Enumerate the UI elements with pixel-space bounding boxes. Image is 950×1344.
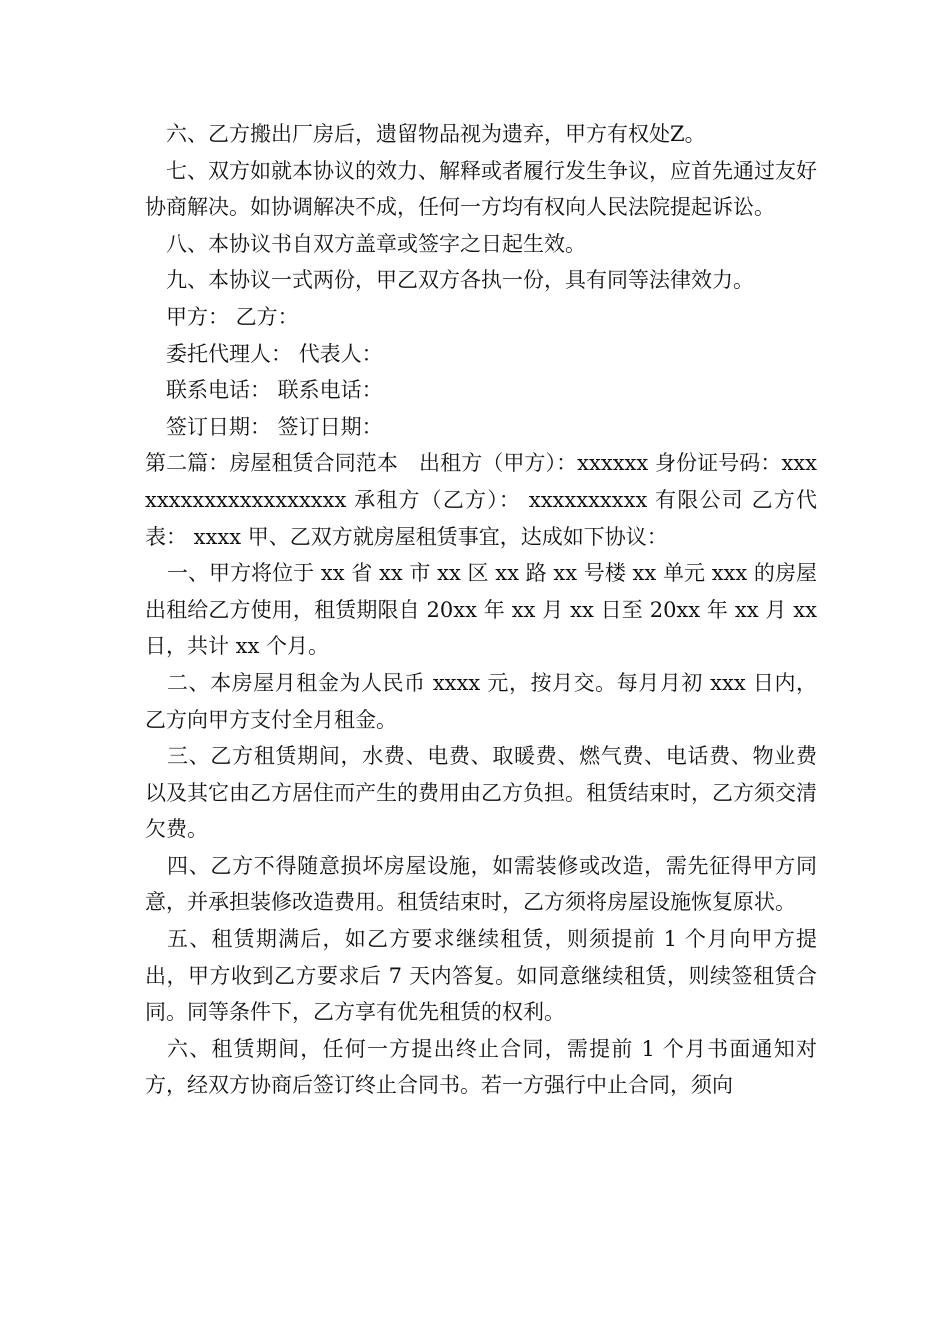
clause-6-removal: 六、乙方搬出厂房后，遗留物品视为遗弃，甲方有权处Z。 (166, 122, 706, 146)
lease-clause-6: 六、租赁期间，任何一方提出终止合同，需提前 1 个月书面通知对方，经双方协商后签订终止合同书。若一方强行中止合同，须向 (145, 1036, 817, 1098)
lease-clause-5: 五、租赁期满后，如乙方要求继续租赁，则须提前 1 个月向甲方提出，甲方收到乙方要求后 7 天内答复。如同意继续租赁，则续签租赁合同。同等条件下，乙方享有优先租赁的权利。 (145, 927, 817, 1025)
signature-parties: 甲方： 乙方： (166, 304, 299, 329)
lease-clause-4: 四、乙方不得随意损坏房屋设施，如需装修或改造，需先征得甲方同意，并承担装修改造费用。租赁结束时，乙方须将房屋设施恢复原状。 (145, 853, 817, 915)
clause-7-dispute: 七、双方如就本协议的效力、解释或者履行发生争议，应首先通过友好协商解决。如协调解决不成，任何一方均有权向人民法院提起诉讼。 (145, 158, 817, 220)
second-contract-heading: 第二篇：房屋租赁合同范本 出租方（甲方）：xxxxxx 身份证号码：xxxxxxxxxxxxxxxxxxxx 承租方（乙方）： xxxxxxxxxx 有限公司 乙方代表： xxxx 甲、乙双方就房屋租赁事宜，达成如下协议： (145, 451, 817, 549)
clause-9-copies: 九、本协议一式两份，甲乙双方各执一份，具有同等法律效力。 (166, 268, 754, 293)
lease-clause-2: 二、本房屋月租金为人民币 xxxx 元，按月交。每月月初 xxx 日内，乙方向甲方支付全月租金。 (145, 670, 817, 732)
clause-8-effective: 八、本协议书自双方盖章或签字之日起生效。 (166, 231, 586, 256)
lease-clause-1: 一、甲方将位于 xx 省 xx 市 xx 区 xx 路 xx 号楼 xx 单元 xxx 的房屋出租给乙方使用，租赁期限自 20xx 年 xx 月 xx 日至 20xx 年 xx 月 xx 日，共计 xx 个月。 (145, 561, 817, 659)
signature-dates: 签订日期： 签订日期： (166, 414, 383, 439)
signature-agents: 委托代理人： 代表人： (166, 341, 383, 366)
lease-clause-3: 三、乙方租赁期间，水费、电费、取暖费、燃气费、电话费、物业费以及其它由乙方居住而产生的费用由乙方负担。租赁结束时，乙方须交清欠费。 (145, 744, 817, 842)
document-body (145, 116, 817, 1104)
signature-phones: 联系电话： 联系电话： (166, 378, 383, 403)
